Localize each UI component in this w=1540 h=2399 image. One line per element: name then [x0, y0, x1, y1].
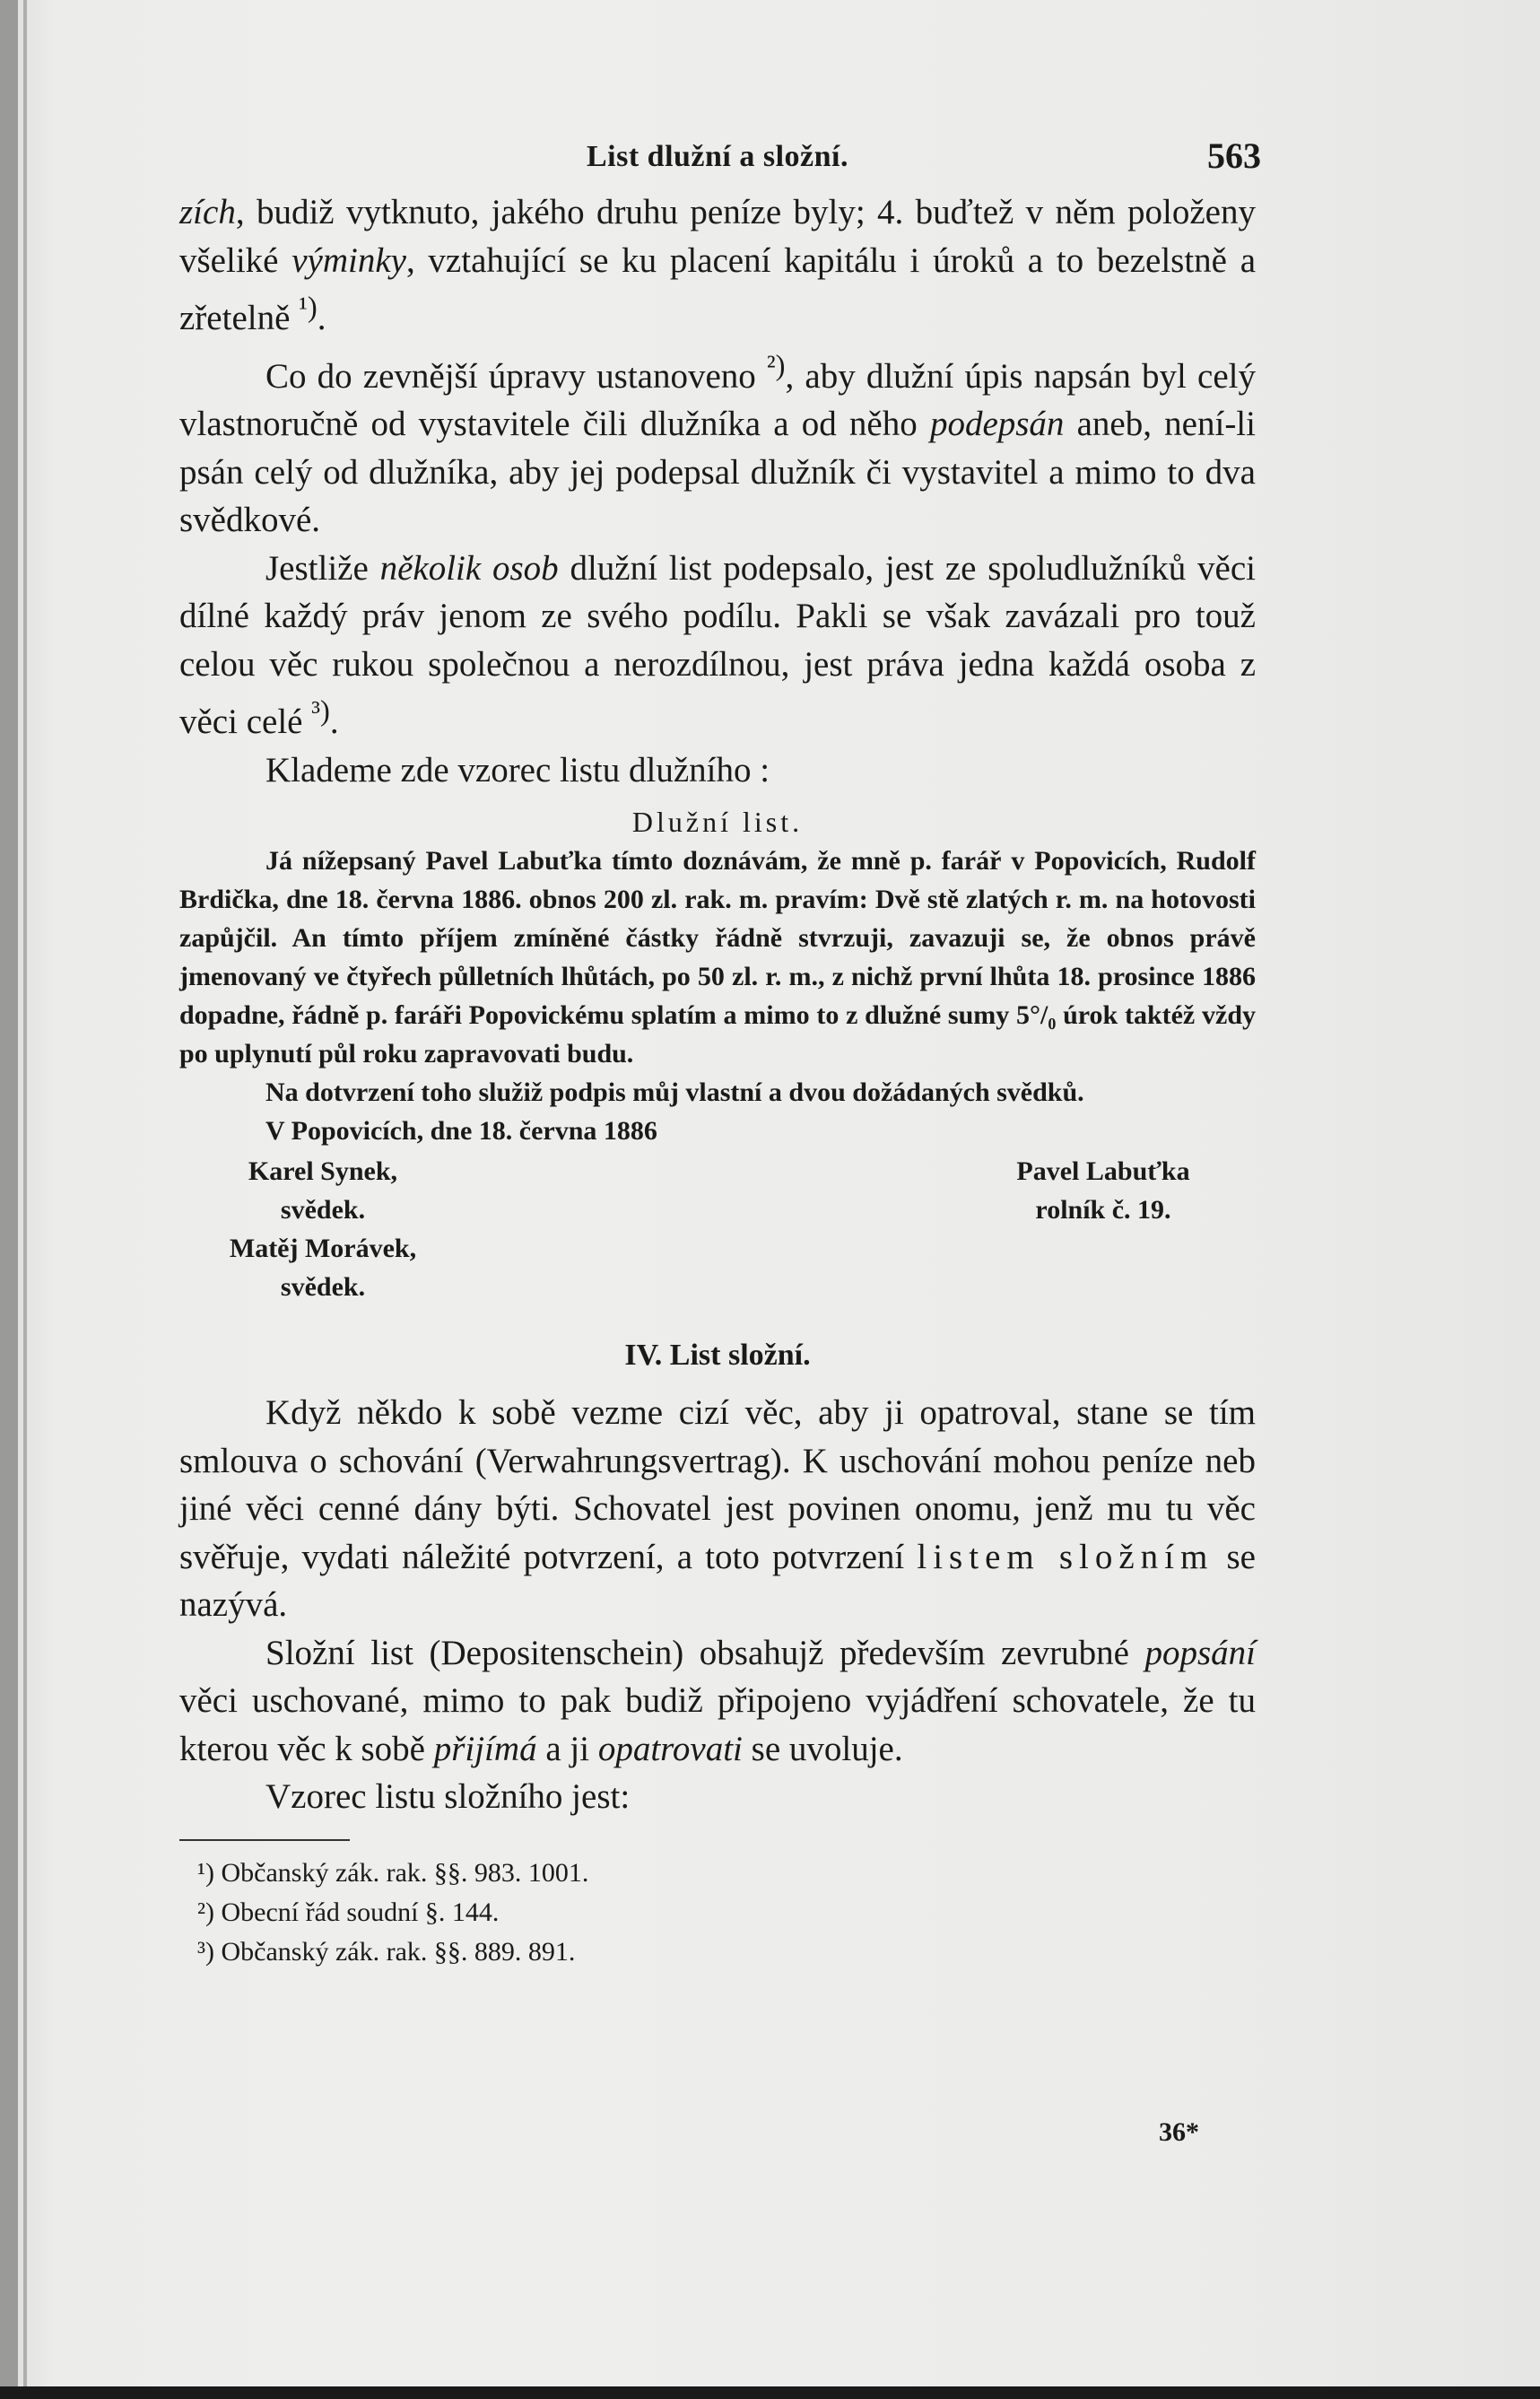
italic-word: několik osob: [379, 548, 559, 588]
witness-1-role: svědek.: [280, 1195, 366, 1225]
text-run: , vztahující se ku placení kapitálu i úroků a to bezelstně a zřetelně: [179, 240, 1257, 337]
italic-word: přijímá: [433, 1729, 537, 1768]
page-edge-line: [23, 0, 27, 2399]
paragraph-4: Klademe zde vzorec listu dlužního :: [265, 750, 770, 789]
section-paragraph-2: [179, 1629, 1256, 1774]
text-run: dlužní list podepsalo, jest ze spoludlužníků věci dílné každý práv jenom ze svého podílu. Pakli se však zavázali pro touž celou věc rukou společnou a nerozdílnou, jest práva jedna každá osoba z věci celé: [179, 548, 1257, 741]
section-paragraph-1: [179, 1389, 1256, 1629]
page-content: [179, 135, 1261, 1972]
italic-word: zích: [179, 193, 236, 231]
main-text: [179, 188, 1256, 794]
text-run: Když někdo k sobě vezme cizí věc, aby ji opatroval, stane se tím smlouva o schování (Verwahrungsvertrag). K uschování mohou peníze neb jiné věci cenné dány býti. Schovatel jest povinen onomu, jenž mu tu věc svěřuje, vydati náležité potvrzení, a toto potvrzení: [179, 1393, 1256, 1576]
italic-word: opatrovati: [597, 1729, 743, 1768]
italic-word: výminky: [291, 240, 406, 280]
sample-title: Dlužní list.: [631, 806, 804, 838]
sample-confirmation: Na dotvrzení toho služiž podpis můj vlastní a dvou dožádaných svědků.: [265, 1077, 1084, 1107]
signature-block: [179, 1152, 1256, 1306]
paragraph-2: [179, 343, 1256, 545]
text-run: .: [317, 299, 326, 337]
section-text: [179, 1389, 1256, 1821]
italic-word: popsání: [1144, 1633, 1256, 1672]
text-run: se nazývá.: [179, 1537, 1256, 1624]
sample-place-date: V Popovicích, dne 18. června 1886: [265, 1116, 657, 1146]
debtor-role: rolník č. 19.: [1035, 1195, 1171, 1225]
debtor-name: Pavel Labuťka: [1016, 1156, 1190, 1186]
sample-debt-note: [179, 803, 1256, 1306]
text-run: , budiž vytknuto, jakého druhu peníze byly; 4. buďtež v něm položeny všeliké: [179, 193, 1256, 280]
spaced-term: listem složním: [917, 1537, 1214, 1576]
footnote-1: ¹) Občanský zák. rak. §§. 983. 1001.: [197, 1857, 589, 1888]
printer-signature-mark: 36*: [1159, 2117, 1199, 2147]
footnote-2: ²) Obecní řád soudní §. 144.: [197, 1897, 500, 1927]
text-run: Jestliže: [265, 548, 380, 588]
text-run: , aby dlužní úpis napsán byl celý vlastnoručně od vystavitele čili dlužníka a od něho: [179, 356, 1256, 443]
running-header: [179, 135, 1261, 188]
text-run: a ji: [536, 1729, 598, 1768]
text-run: aneb, není-li psán celý od dlužníka, aby jej podepsal dlužník či vystavitel a mimo to dva svědkové.: [179, 405, 1256, 539]
section-heading: IV. List složní.: [624, 1339, 811, 1372]
paragraph-1: [179, 188, 1256, 343]
text-run: se uvoluje.: [742, 1729, 903, 1768]
page-bottom-edge: [0, 2386, 1540, 2399]
italic-word: podepsán: [929, 405, 1065, 443]
running-title: List dlužní a složní.: [586, 140, 848, 173]
section-paragraph-3: Vzorec listu složního jest:: [265, 1777, 631, 1816]
text-run: věci uschované, mimo to pak budiž připojeno vyjádření schovatele, že tu kterou věc k sobě: [179, 1681, 1256, 1768]
text-run: .: [329, 702, 339, 741]
text-run: Složní list (Depositenschein) obsahujž především zevrubné: [265, 1633, 1145, 1672]
witness-2-name: Matěj Morávek,: [229, 1234, 417, 1263]
page-number: 563: [1207, 135, 1261, 176]
sample-body: Já nížepsaný Pavel Labuťka tímto doznávám, že mně p. farář v Popovicích, Rudolf Brdička, dne 18. června 1886. obnos 200 zl. rak. m. pravím: Dvě stě zlatých r. m. na hotovosti zapůjčil. An tímto příjem zmíněné částky řádně stvrzuji, zavazuji se, že obnos právě jmenovaný ve čtyřech půlletních lhůtách, po 50 zl. r. m., z nichž první lhůta 18. prosince 1886 dopadne, řádně p. faráři Popovickému splatím a mimo to z dlužné sumy 5°/₀ úrok taktéž vždy po uplynutí půl roku zapravovati budu.: [179, 846, 1256, 1069]
text-run: Co do zevnější úpravy ustanoveno: [265, 356, 767, 396]
footnote-ref: ³): [311, 695, 330, 728]
witness-2-role: svědek.: [280, 1272, 366, 1302]
page-edge-shadow: [0, 0, 18, 2399]
footnote-3: ³) Občanský zák. rak. §§. 889. 891.: [197, 1936, 576, 1967]
footnote-rule: [179, 1839, 350, 1841]
witness-1-name: Karel Synek,: [248, 1156, 398, 1186]
witnesses: [179, 1152, 466, 1306]
paragraph-3: [179, 545, 1256, 746]
footnote-ref: ²): [766, 349, 786, 382]
debtor-signature: [969, 1152, 1238, 1229]
footnote-ref: ¹): [299, 292, 318, 324]
